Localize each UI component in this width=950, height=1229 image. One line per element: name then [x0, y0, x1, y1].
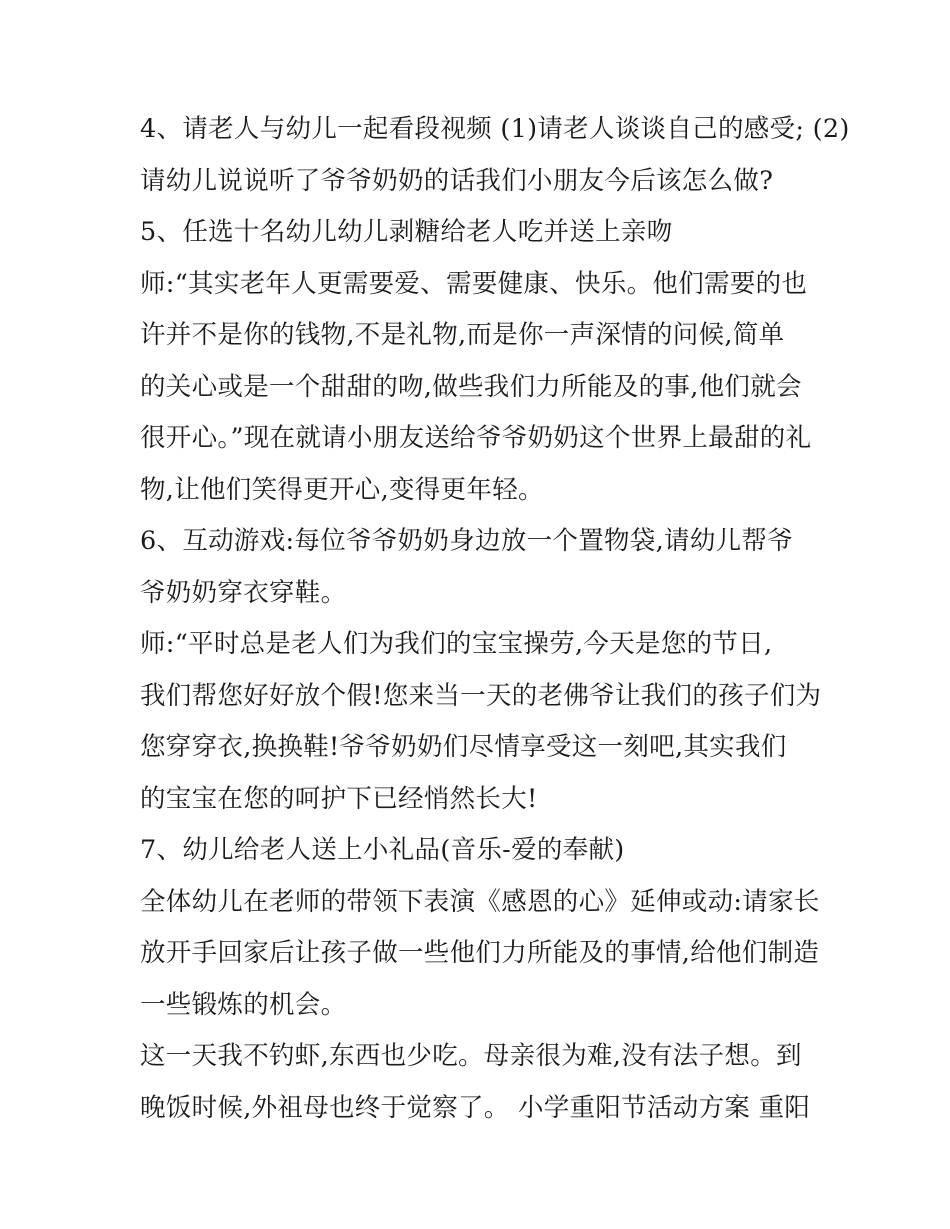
text-line: 放开手回家后让孩子做一些他们力所能及的事情,给他们制造 — [140, 938, 820, 968]
text-line: 师:“其实老年人更需要爱、需要健康、快乐。他们需要的也 — [140, 268, 808, 299]
document-page — [140, 104, 850, 1134]
text-line: 6、互动游戏:每位爷爷奶奶身边放一个置物袋,请幼儿帮爷 — [140, 526, 794, 556]
text-line: 5、任选十名幼儿幼儿剥糖给老人吃并送上亲吻 — [140, 217, 673, 247]
text-line: 很开心。”现在就请小朋友送给爷爷奶奶这个世界上最甜的礼 — [140, 423, 812, 453]
text-line: 4、请老人与幼儿一起看段视频 (1)请老人谈谈自己的感受; (2) — [140, 114, 850, 144]
text-line: 许并不是你的钱物,不是礼物,而是你一声深情的问候,简单 — [140, 320, 785, 350]
text-line: 您穿穿衣,换换鞋!爷爷奶奶们尽情享受这一刻吧,其实我们 — [140, 732, 787, 762]
text-line: 爷奶奶穿衣穿鞋。 — [140, 577, 347, 608]
text-line: 我们帮您好好放个假!您来当一天的老佛爷让我们的孩子们为 — [140, 680, 822, 711]
text-line: 的关心或是一个甜甜的吻,做些我们力所能及的事,他们就会 — [140, 371, 802, 402]
text-line: 7、幼儿给老人送上小礼品(音乐-爱的奉献) — [140, 835, 625, 865]
text-line: 请幼儿说说听了爷爷奶奶的话我们小朋友今后该怎么做? — [140, 165, 774, 196]
text-line: 一些锻炼的机会。 — [140, 989, 347, 1020]
text-line: 的宝宝在您的呵护下已经悄然长大! — [140, 783, 538, 814]
text-line: 师:“平时总是老人们为我们的宝宝操劳,今天是您的节日, — [140, 629, 773, 659]
text-line: 晚饭时候,外祖母也终于觉察了。 小学重阳节活动方案 重阳 — [140, 1092, 811, 1123]
text-line: 这一天我不钓虾,东西也少吃。母亲很为难,没有法子想。到 — [140, 1041, 802, 1071]
text-line: 全体幼儿在老师的带领下表演《感恩的心》延伸或动:请家长 — [140, 886, 820, 917]
text-line: 物,让他们笑得更开心,变得更年轻。 — [140, 474, 544, 505]
